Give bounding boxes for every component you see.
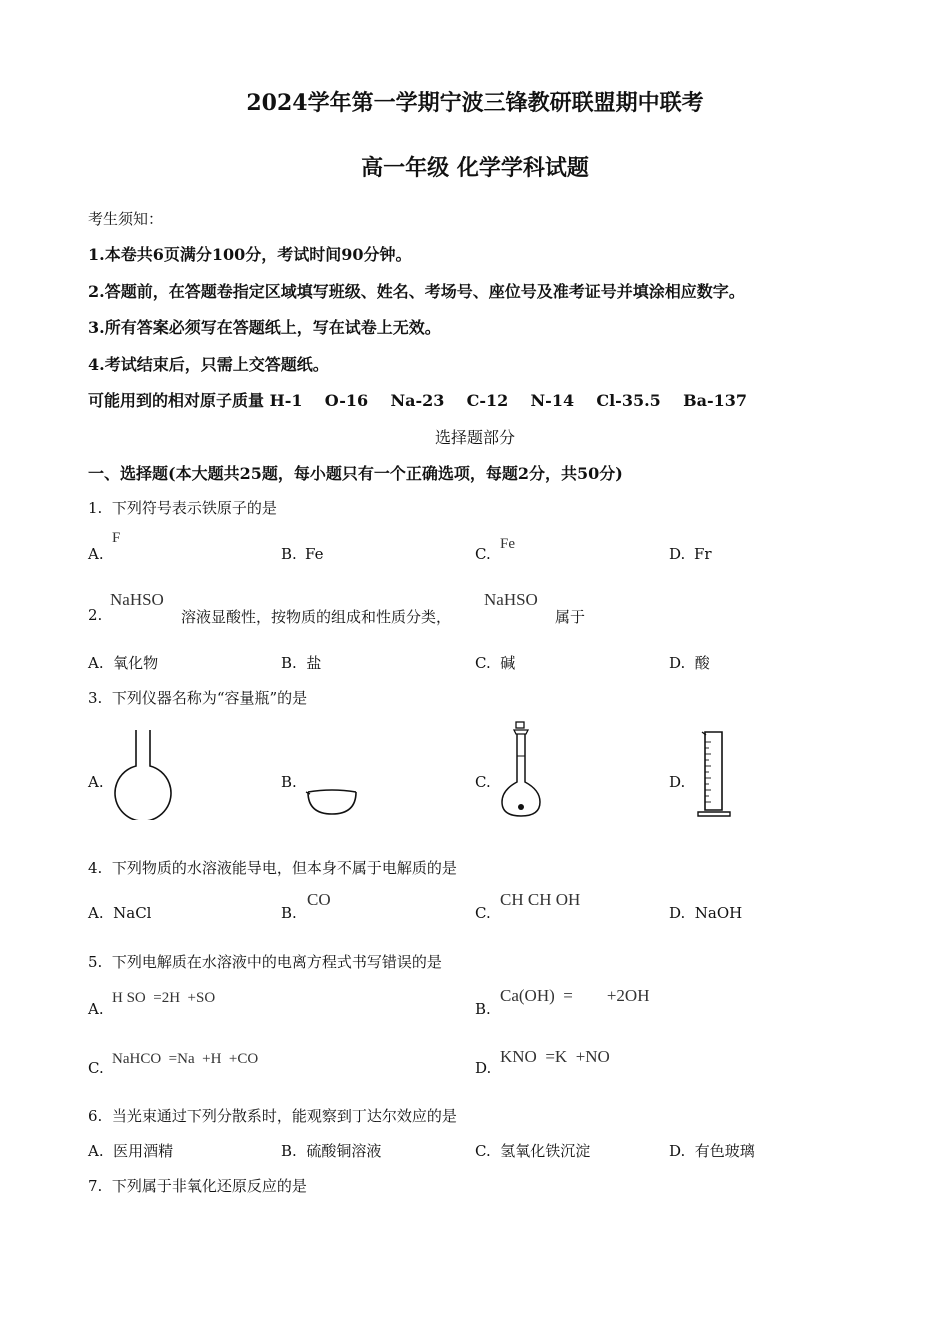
q2-mid-text: 溶液显酸性，按物质的组成和性质分类， <box>181 608 452 626</box>
notice-item-4: 4.考试结束后，只需上交答题纸。 <box>88 355 329 374</box>
q5-option-b-label: B. <box>475 1000 491 1018</box>
q1-option-d-text: Fr <box>694 545 712 563</box>
q6-option-c: C. 氢氧化铁沉淀 <box>475 1142 591 1160</box>
q4-option-b-label: B. <box>281 904 297 922</box>
q2-option-d: D. 酸 <box>669 654 710 672</box>
q3-option-c-label: C. <box>475 773 491 791</box>
section-heading: 一、选择题(本大题共25题，每小题只有一个正确选项，每题2分，共50分) <box>88 464 623 483</box>
volumetric-flask-icon <box>498 720 544 820</box>
q5-option-d-formula: KNO =K +NO <box>500 1047 610 1066</box>
q3-option-d-label: D. <box>669 773 686 791</box>
part-title: 选择题部分 <box>434 428 515 447</box>
q1-option-a-label: A. <box>88 545 104 563</box>
q5-option-c-label: C. <box>88 1059 104 1077</box>
exam-title: 2024学年第一学期宁波三锋教研联盟期中联考 <box>246 90 704 116</box>
exam-subtitle: 高一年级 化学学科试题 <box>361 155 589 181</box>
q5-option-a-label: A. <box>88 1000 104 1018</box>
q5-option-a-formula: H SO =2H +SO <box>112 990 216 1006</box>
q6-option-d: D. 有色玻璃 <box>669 1142 755 1160</box>
evaporating-dish-icon <box>304 786 360 820</box>
q1-option-c-label: C. <box>475 545 491 563</box>
q3-stem: 3. 下列仪器名称为“容量瓶”的是 <box>88 689 308 707</box>
q3-option-a-label: A. <box>88 773 104 791</box>
q7-stem: 7. 下列属于非氧化还原反应的是 <box>88 1177 307 1195</box>
q2-option-a: A. 氧化物 <box>88 654 159 672</box>
q1-option-d-label: D. <box>669 545 686 563</box>
q1-option-b-text: Fe <box>305 545 324 563</box>
q5-option-c-formula: NaHCO =Na +H +CO <box>112 1051 259 1067</box>
q1-stem: 1. 下列符号表示铁原子的是 <box>88 499 277 517</box>
q6-stem: 6. 当光束通过下列分散系时，能观察到丁达尔效应的是 <box>88 1107 457 1125</box>
round-bottom-flask-icon <box>110 728 176 820</box>
q2-end-text: 属于 <box>555 608 586 626</box>
notice-item-1: 1.本卷共6页满分100分，考试时间90分钟。 <box>88 245 412 264</box>
q5-option-b-formula: Ca(OH) = +2OH <box>500 986 650 1005</box>
q4-stem: 4. 下列物质的水溶液能导电，但本身不属于电解质的是 <box>88 859 457 877</box>
q1-option-b-label: B. <box>281 545 297 563</box>
q5-stem: 5. 下列电解质在水溶液中的电离方程式书写错误的是 <box>88 953 442 971</box>
q5-option-d-label: D. <box>475 1059 492 1077</box>
q6-option-b: B. 硫酸铜溶液 <box>281 1142 382 1160</box>
q6-option-a: A. 医用酒精 <box>88 1142 174 1160</box>
q2-option-b: B. 盐 <box>281 654 322 672</box>
q4-option-b-formula: CO <box>307 890 331 909</box>
q2-option-c: C. 碱 <box>475 654 516 672</box>
q1-option-c-formula: Fe <box>500 536 515 552</box>
notice-heading: 考生须知： <box>88 210 164 228</box>
q4-option-a: A. NaCl <box>88 904 152 922</box>
q2-formula-1: NaHSO <box>110 590 164 609</box>
atomic-masses: 可能用到的相对原子质量 H-1 O-16 Na-23 C-12 N-14 Cl-35.5 Ba-137 <box>88 391 748 410</box>
q4-option-d: D. NaOH <box>669 904 743 922</box>
q1-option-a-formula: F <box>112 530 121 546</box>
notice-item-2: 2.答题前，在答题卷指定区域填写班级、姓名、考场号、座位号及准考证号并填涂相应数字。 <box>88 282 745 301</box>
q4-option-c-label: C. <box>475 904 491 922</box>
q2-number: 2. <box>88 606 103 624</box>
q3-option-b-label: B. <box>281 773 297 791</box>
q4-option-c-formula: CH CH OH <box>500 890 581 909</box>
notice-item-3: 3.所有答案必须写在答题纸上，写在试卷上无效。 <box>88 318 441 337</box>
graduated-cylinder-icon <box>696 728 732 820</box>
q2-formula-2: NaHSO <box>484 590 538 609</box>
